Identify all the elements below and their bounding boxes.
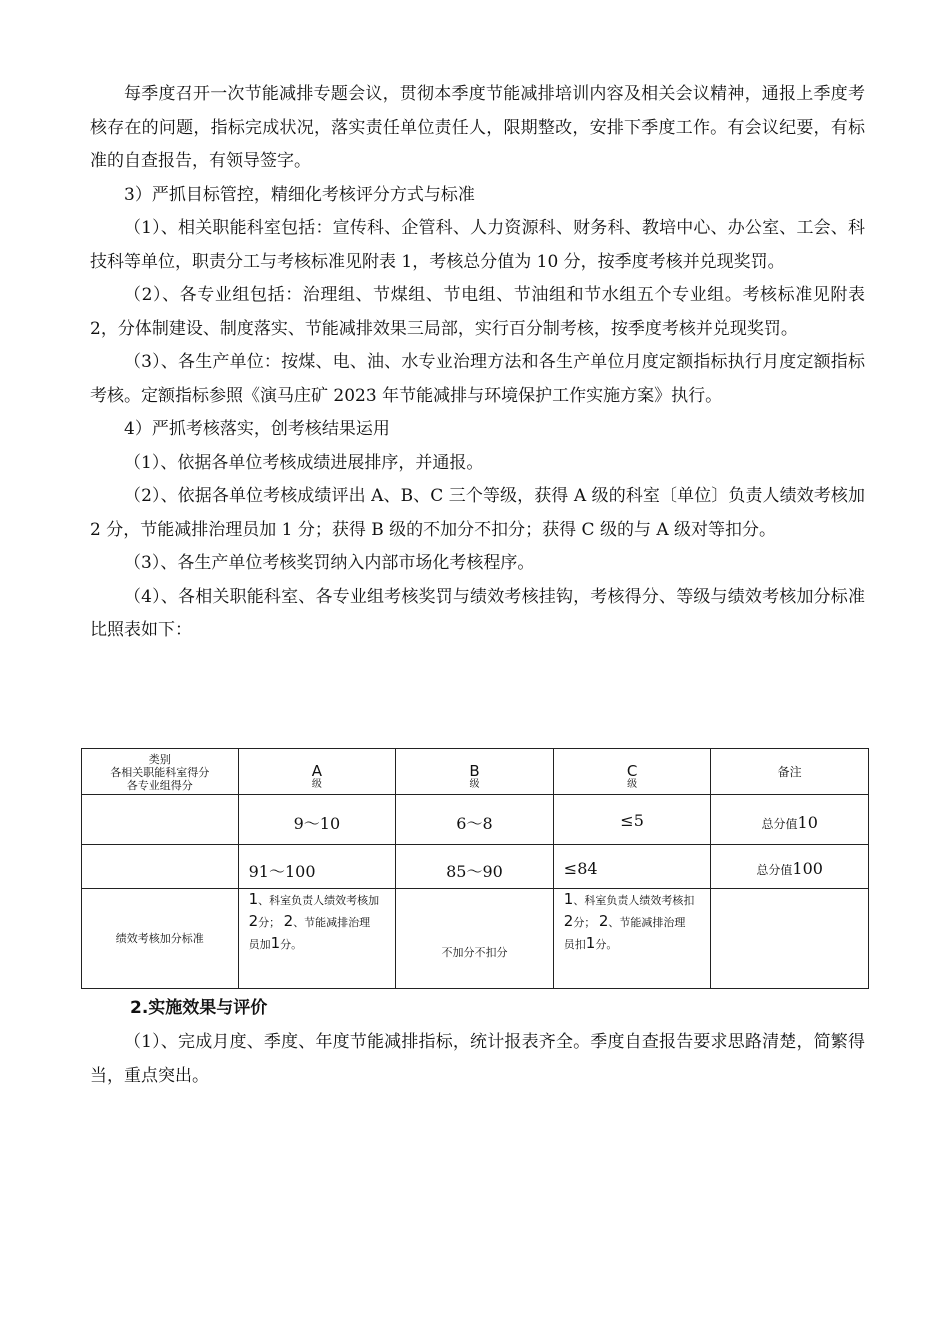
table-row <box>82 889 869 989</box>
paragraph-ranking: （1）、依据各单位考核成绩进展排序，并通报。 <box>124 452 484 473</box>
body-text <box>90 78 865 648</box>
table-header-row <box>82 749 869 795</box>
paragraph-effect: （1）、完成月度、季度、年度节能减排指标，统计报表齐全。季度自查报告要求思路清楚，简繁得当，重点突出。 <box>90 1032 865 1086</box>
bonus-label: 绩效考核加分标准 <box>82 889 239 989</box>
paragraph-departments: （1）、相关职能科室包括：宣传科、企管科、人力资源科、财务科、教培中心、办公室、工会、科技科等单位，职责分工与考核标准见附表 1，考核总分值为 10 分，按季度考核并兑现奖罚。 <box>90 218 865 272</box>
paragraph-grades: （2）、依据各单位考核成绩评出 A、B、C 三个等级，获得 A 级的科室〔单位〕负责人绩效考核加 2 分，节能减排治理员加 1 分；获得 B 级的不加分不扣分；获得 C 级的与 A 级对等扣分。 <box>90 486 865 540</box>
cell-total: 总分值10 <box>711 795 869 845</box>
grade-c-header: C 级 <box>553 749 711 795</box>
table-row <box>82 795 869 845</box>
cell-c-bonus: 1、科室负责人绩效考核扣 2分； 2、节能减排治理 员扣1分。 <box>553 889 711 989</box>
cell-c-score: ≤5 <box>553 795 711 845</box>
section-2-body <box>90 1026 865 1093</box>
category-header: 类别 各相关职能科室得分 各专业组得分 <box>82 749 239 795</box>
cell-a-bonus: 1、科室负责人绩效考核加 2分； 2、节能减排治理 员加1分。 <box>238 889 396 989</box>
note-header: 备注 <box>711 749 869 795</box>
cell-a-score: 9～10 <box>238 795 396 845</box>
cell-note-empty <box>711 889 869 989</box>
cell-c-score: ≤84 <box>553 845 711 889</box>
section-2-title: 2.实施效果与评价 <box>130 998 268 1018</box>
paragraph-production-units: （3）、各生产单位：按煤、电、油、水专业治理方法和各生产单位月度定额指标执行月度定额指标考核。定额指标参照《演马庄矿 2023 年节能减排与环境保护工作实施方案》执行。 <box>90 352 865 406</box>
table-row <box>82 845 869 889</box>
heading-assessment: 4）严抓考核落实，创考核结果运用 <box>124 419 390 439</box>
row-label-empty <box>82 845 239 889</box>
paragraph-table-intro: （4）、各相关职能科室、各专业组考核奖罚与绩效考核挂钩，考核得分、等级与绩效考核加分标准比照表如下： <box>90 586 865 640</box>
cell-b-score: 85～90 <box>396 845 554 889</box>
grade-b-header: B 级 <box>396 749 554 795</box>
cell-b-score: 6～8 <box>396 795 554 845</box>
grade-a-header: A 级 <box>238 749 396 795</box>
row-label-empty <box>82 795 239 845</box>
paragraph-meeting: 每季度召开一次节能减排专题会议，贯彻本季度节能减排培训内容及相关会议精神，通报上季度考核存在的问题，指标完成状况，落实责任单位责任人，限期整改，安排下季度工作。有会议纪要，有标准的自查报告，有领导签字。 <box>90 84 865 171</box>
heading-target-control: 3）严抓目标管控，精细化考核评分方式与标准 <box>124 184 475 205</box>
paragraph-market: （3）、各生产单位考核奖罚纳入内部市场化考核程序。 <box>124 553 535 573</box>
cell-b-bonus: 不加分不扣分 <box>396 889 554 989</box>
score-table <box>81 748 869 989</box>
cell-total: 总分值100 <box>711 845 869 889</box>
paragraph-groups: （2）、各专业组包括：治理组、节煤组、节电组、节油组和节水组五个专业组。考核标准见附表 2，分体制建设、制度落实、节能减排效果三局部，实行百分制考核，按季度考核并兑现奖罚。 <box>90 285 865 339</box>
cell-a-score: 91～100 <box>238 845 396 889</box>
